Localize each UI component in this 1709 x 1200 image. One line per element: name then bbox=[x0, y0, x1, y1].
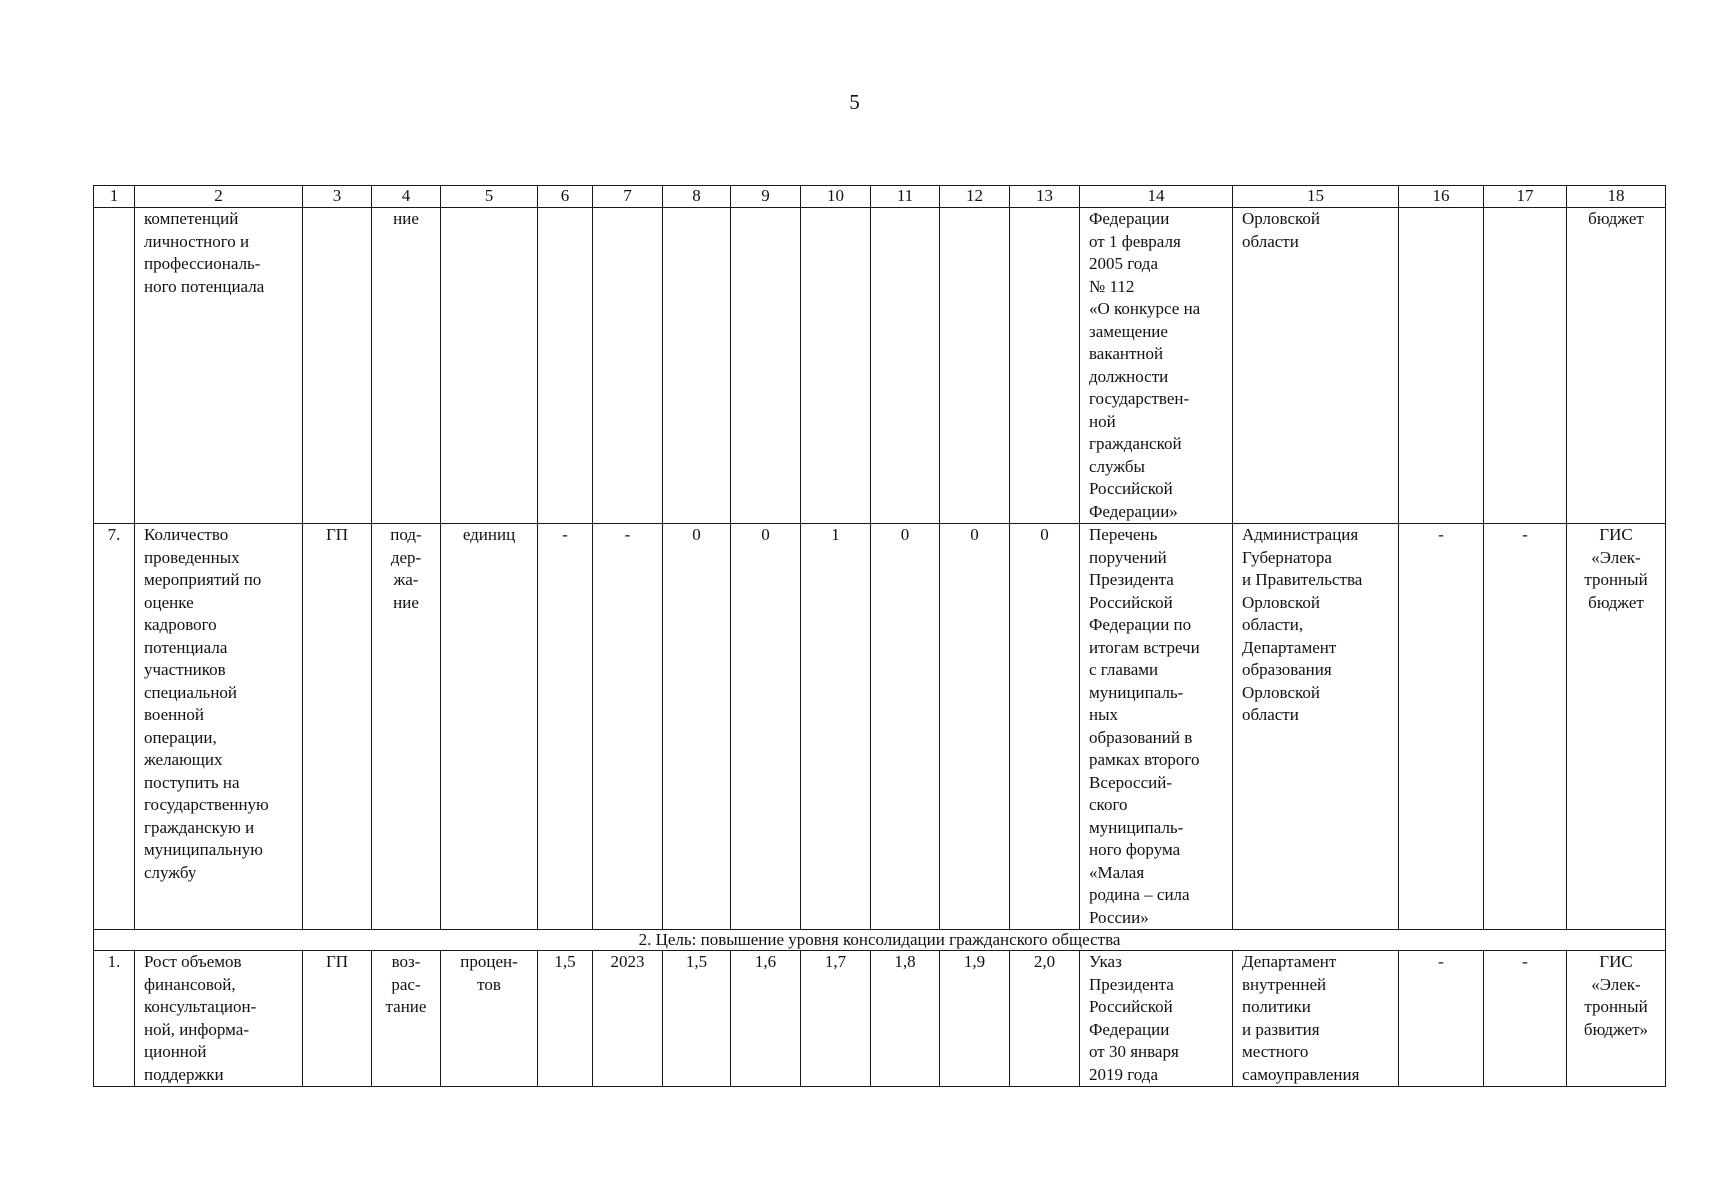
value-cell: 0 bbox=[731, 524, 801, 930]
link-cell: - bbox=[1484, 524, 1567, 930]
row-index: 1. bbox=[94, 951, 135, 1087]
column-number: 18 bbox=[1567, 186, 1666, 208]
column-number: 8 bbox=[663, 186, 731, 208]
value-cell: 1,5 bbox=[663, 951, 731, 1087]
value-cell: 1 bbox=[801, 524, 871, 930]
base-year: - bbox=[593, 524, 663, 930]
base-value: 1,5 bbox=[538, 951, 593, 1087]
unit-cell bbox=[441, 208, 538, 524]
column-number: 6 bbox=[538, 186, 593, 208]
link-cell bbox=[1484, 208, 1567, 524]
indicator-name: компетенций личностного и профессиональ- ного потенциала bbox=[135, 208, 303, 524]
column-number: 17 bbox=[1484, 186, 1567, 208]
value-cell: 1,9 bbox=[940, 951, 1010, 1087]
value-cell bbox=[1010, 208, 1080, 524]
link-cell: - bbox=[1399, 951, 1484, 1087]
indicator-name: Рост объемов финансовой, консультацион- ной, информа- ционной поддержки bbox=[135, 951, 303, 1087]
link-cell bbox=[1399, 208, 1484, 524]
table-row bbox=[94, 951, 1666, 1087]
column-number: 16 bbox=[1399, 186, 1484, 208]
info-system: бюджет bbox=[1567, 208, 1666, 524]
value-cell: 0 bbox=[663, 524, 731, 930]
base-value bbox=[538, 208, 593, 524]
base-value: - bbox=[538, 524, 593, 930]
section-row bbox=[94, 930, 1666, 951]
unit-cell: единиц bbox=[441, 524, 538, 930]
value-cell: 0 bbox=[940, 524, 1010, 930]
document-basis: Федерации от 1 февраля 2005 года № 112 «О конкурсе на замещение вакантной должности государствен- ной гражданской службы Российской Федерации» bbox=[1080, 208, 1233, 524]
column-number: 4 bbox=[372, 186, 441, 208]
link-cell: - bbox=[1484, 951, 1567, 1087]
value-cell: 1,7 bbox=[801, 951, 871, 1087]
value-cell: 1,8 bbox=[871, 951, 940, 1087]
indicators-table bbox=[93, 185, 1666, 1087]
page-number: 5 bbox=[849, 90, 860, 114]
info-system: ГИС «Элек- тронный бюджет» bbox=[1567, 951, 1666, 1087]
table-row bbox=[94, 524, 1666, 930]
document-basis: Указ Президента Российской Федерации от 30 января 2019 года bbox=[1080, 951, 1233, 1087]
value-cell: 0 bbox=[1010, 524, 1080, 930]
info-system: ГИС «Элек- тронный бюджет bbox=[1567, 524, 1666, 930]
indicator-level: ГП bbox=[303, 524, 372, 930]
value-cell bbox=[801, 208, 871, 524]
indicator-level bbox=[303, 208, 372, 524]
row-index: 7. bbox=[94, 524, 135, 930]
column-number: 10 bbox=[801, 186, 871, 208]
base-year: 2023 bbox=[593, 951, 663, 1087]
responsible-body: Департамент внутренней политики и развития местного самоуправления bbox=[1233, 951, 1399, 1087]
column-number: 15 bbox=[1233, 186, 1399, 208]
section-heading: 2. Цель: повышение уровня консолидации гражданского общества bbox=[94, 930, 1666, 951]
responsible-body: Администрация Губернатора и Правительства Орловской области, Департамент образования Орловской области bbox=[1233, 524, 1399, 930]
value-cell bbox=[663, 208, 731, 524]
value-cell: 2,0 bbox=[1010, 951, 1080, 1087]
column-number: 14 bbox=[1080, 186, 1233, 208]
column-number: 1 bbox=[94, 186, 135, 208]
value-cell: 1,6 bbox=[731, 951, 801, 1087]
indicator-trend: под- дер- жа- ние bbox=[372, 524, 441, 930]
column-number: 12 bbox=[940, 186, 1010, 208]
value-cell bbox=[940, 208, 1010, 524]
unit-cell: процен- тов bbox=[441, 951, 538, 1087]
column-number: 3 bbox=[303, 186, 372, 208]
column-number: 11 bbox=[871, 186, 940, 208]
indicator-level: ГП bbox=[303, 951, 372, 1087]
column-number: 7 bbox=[593, 186, 663, 208]
row-index bbox=[94, 208, 135, 524]
indicator-trend: ние bbox=[372, 208, 441, 524]
link-cell: - bbox=[1399, 524, 1484, 930]
document-basis: Перечень поручений Президента Российской Федерации по итогам встречи с главами муниципаль- ных образований в рамках второго Всероссий- ского муниципаль- ного форума «Малая родина – сила России» bbox=[1080, 524, 1233, 930]
indicator-name: Количество проведенных мероприятий по оценке кадрового потенциала участников специальной военной операции, желающих поступить на государственную гражданскую и муниципальную службу bbox=[135, 524, 303, 930]
base-year bbox=[593, 208, 663, 524]
column-number: 13 bbox=[1010, 186, 1080, 208]
responsible-body: Орловской области bbox=[1233, 208, 1399, 524]
value-cell bbox=[731, 208, 801, 524]
value-cell bbox=[871, 208, 940, 524]
column-number-row bbox=[94, 186, 1666, 208]
column-number: 9 bbox=[731, 186, 801, 208]
indicator-trend: воз- рас- тание bbox=[372, 951, 441, 1087]
column-number: 5 bbox=[441, 186, 538, 208]
value-cell: 0 bbox=[871, 524, 940, 930]
column-number: 2 bbox=[135, 186, 303, 208]
table-row bbox=[94, 208, 1666, 524]
